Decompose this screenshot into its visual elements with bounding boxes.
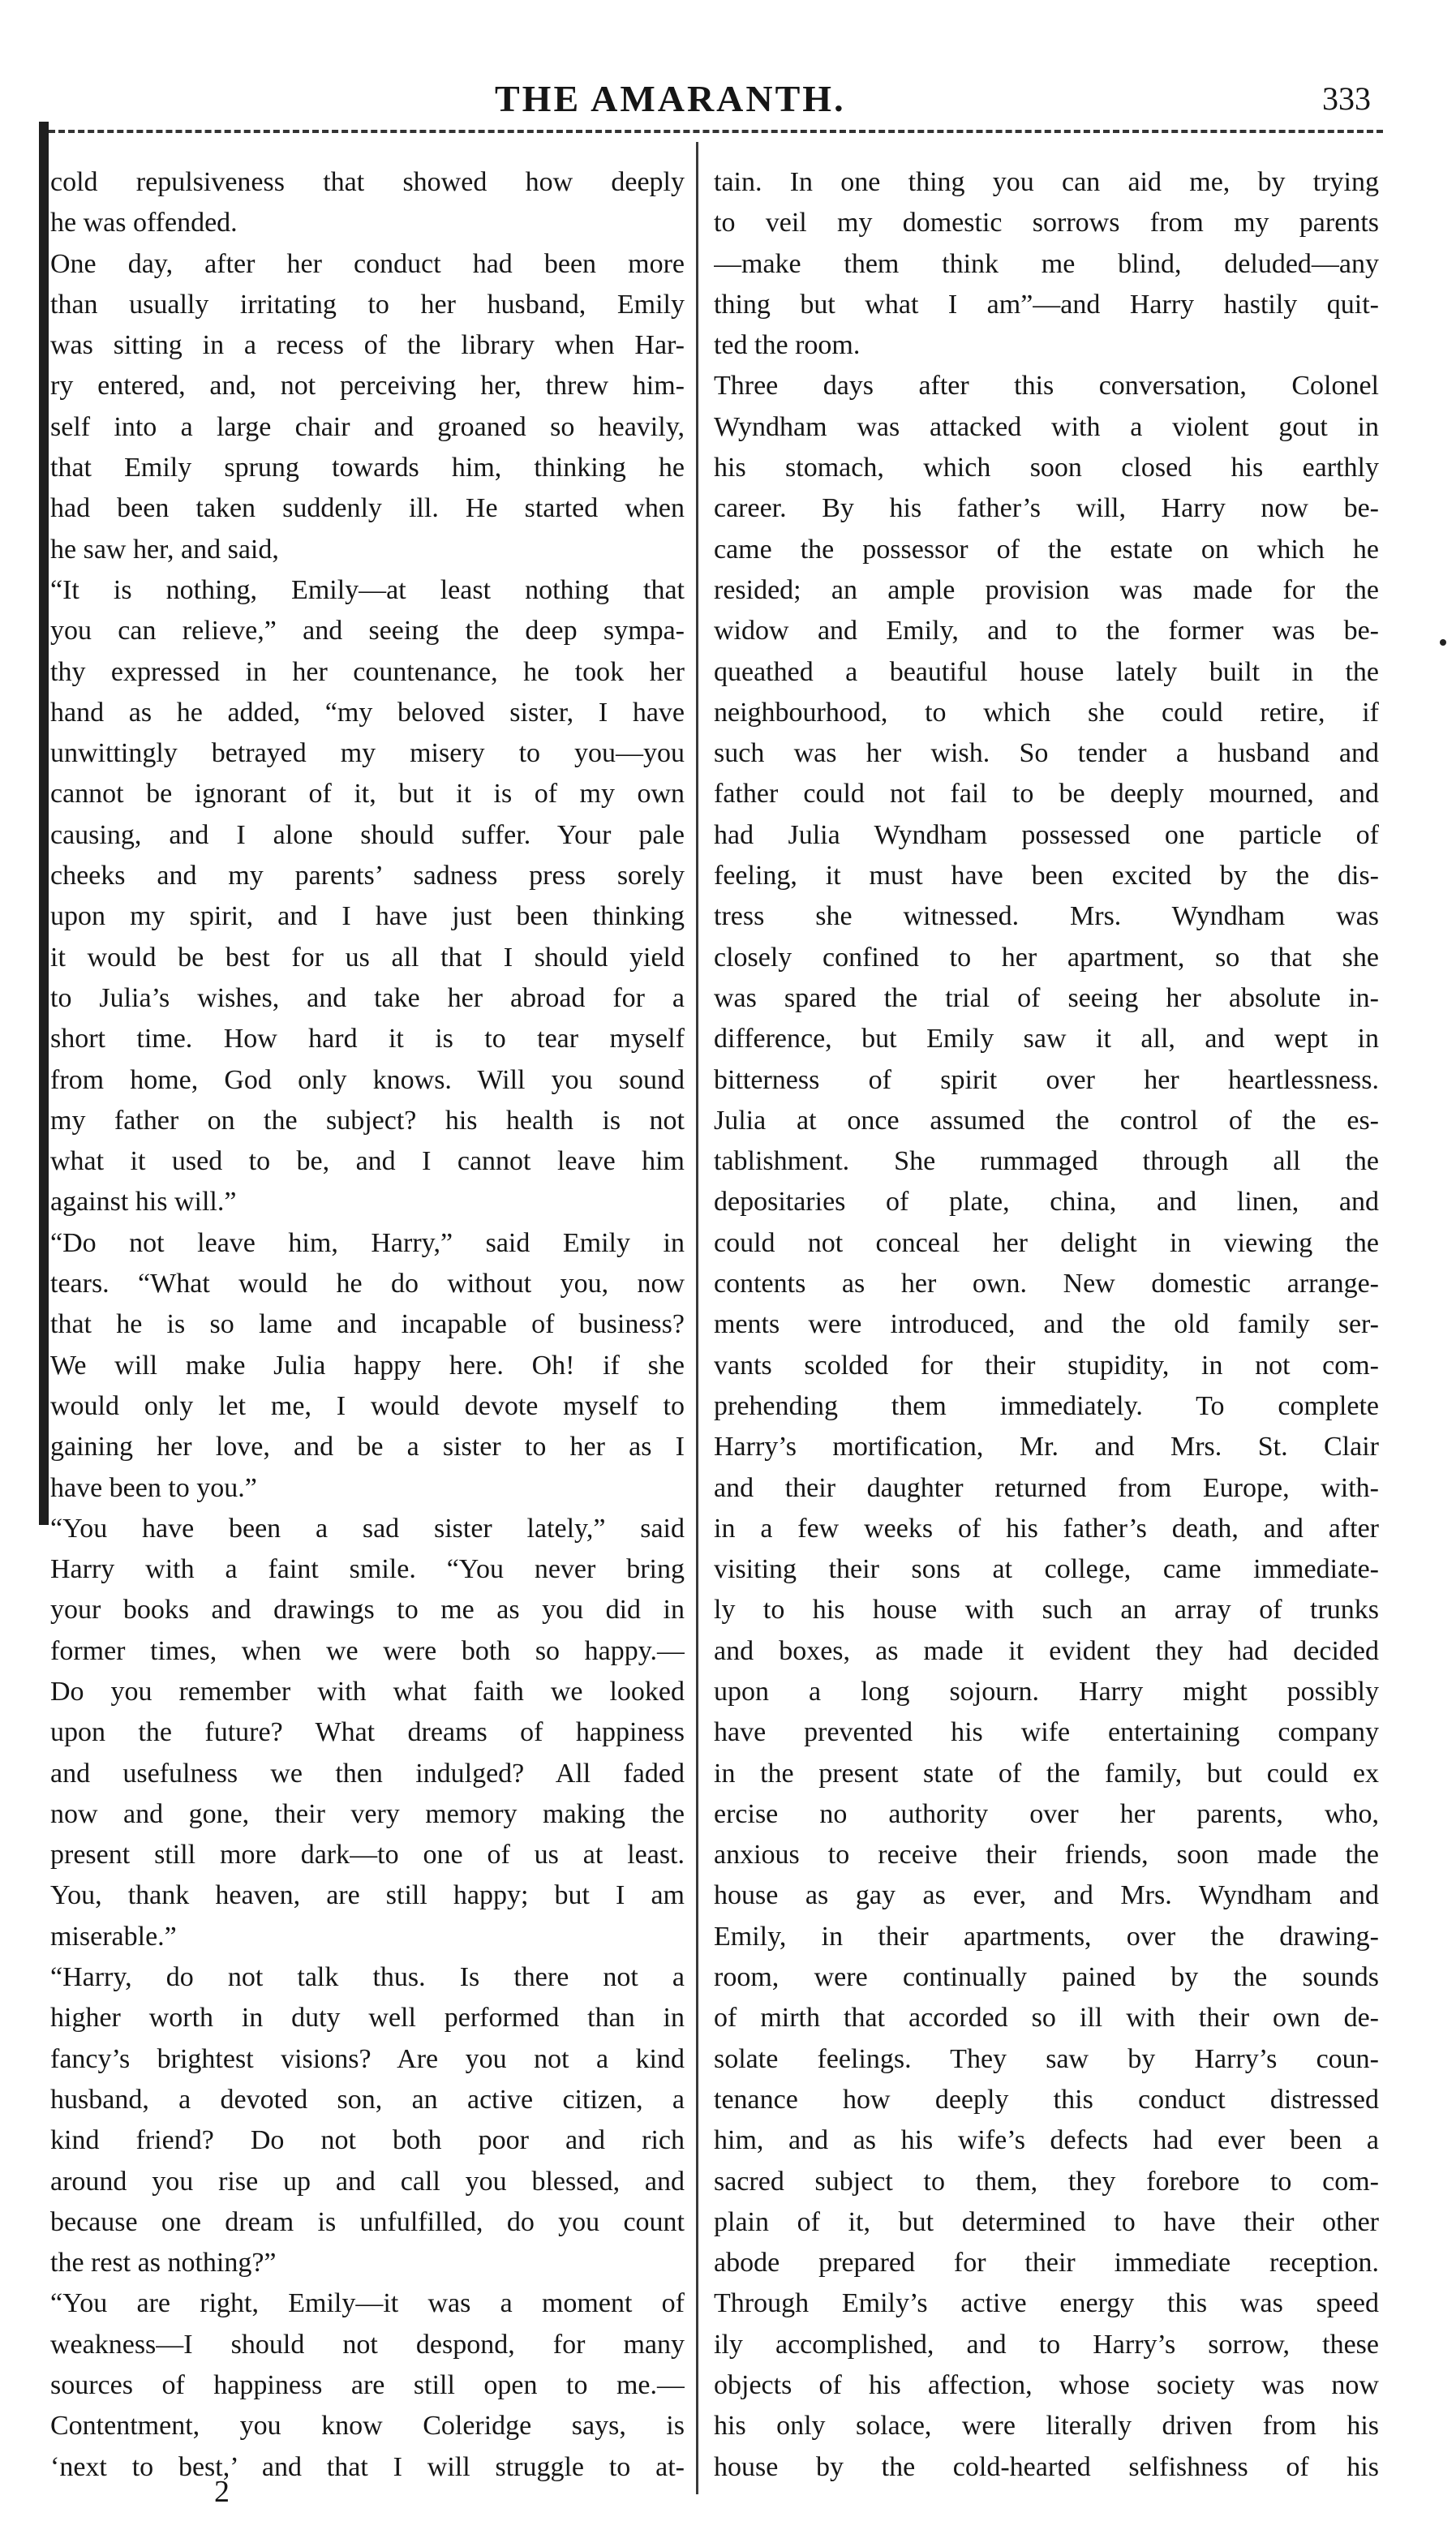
left-column-line: “You have been a sad sister lately,” said <box>50 1513 685 1544</box>
right-column-line: queathed a beautiful house lately built in the <box>714 656 1379 687</box>
page-header <box>0 0 1456 130</box>
right-column-line: abode prepared for their immediate reception. <box>714 2248 1379 2279</box>
left-column-line: short time. How hard it is to tear myself <box>50 1024 685 1054</box>
right-column-line: of mirth that accorded so ill with their own de- <box>714 2003 1379 2034</box>
right-column-line: vants scolded for their stupidity, in not com- <box>714 1350 1379 1381</box>
left-column-line: it would be best for us all that I should yield <box>50 942 685 973</box>
right-column-line: difference, but Emily saw it all, and wept in <box>714 1024 1379 1054</box>
right-column-line: Emily, in their apartments, over the drawing- <box>714 1921 1379 1952</box>
margin-speck <box>1440 639 1446 646</box>
left-column-line: against his will.” <box>50 1187 237 1218</box>
right-column-line: ments were introduced, and the old family ser- <box>714 1309 1379 1340</box>
left-column-line: “You are right, Emily—it was a moment of <box>50 2288 685 2319</box>
header-rule <box>49 130 1383 133</box>
left-column-line: ‘next to best,’ and that I will struggle to at- <box>50 2451 685 2482</box>
left-column-line: higher worth in duty well performed than in <box>50 2003 685 2034</box>
left-column-line: was sitting in a recess of the library when Har- <box>50 330 685 361</box>
left-column-line: than usually irritating to her husband, Emily <box>50 289 685 320</box>
right-column-line: house by the cold-hearted selfishness of his <box>714 2451 1379 2482</box>
right-column-line: —make them think me blind, deluded—any <box>714 248 1379 279</box>
left-column-line: you can relieve,” and seeing the deep sympa- <box>50 616 685 646</box>
left-column-line: self into a large chair and groaned so heavily, <box>50 411 685 442</box>
right-column-line: career. By his father’s will, Harry now be- <box>714 493 1379 524</box>
right-column-line: depositaries of plate, china, and linen, and <box>714 1187 1379 1218</box>
left-column <box>50 162 685 2488</box>
left-column-line: and usefulness we then indulged? All faded <box>50 1758 685 1789</box>
right-column-line: Julia at once assumed the control of the es- <box>714 1105 1379 1136</box>
left-column-line: that Emily sprung towards him, thinking he <box>50 453 685 483</box>
left-column-line: he was offended. <box>50 208 238 238</box>
right-column-line: and their daughter returned from Europe, with- <box>714 1472 1379 1503</box>
left-column-line: Do you remember with what faith we looked <box>50 1676 685 1707</box>
left-column-line: sources of happiness are still open to me.— <box>50 2370 685 2401</box>
left-column-line: what it used to be, and I cannot leave him <box>50 1146 685 1177</box>
right-column-line: anxious to receive their friends, soon made the <box>714 1840 1379 1871</box>
left-column-line: upon the future? What dreams of happiness <box>50 1717 685 1748</box>
left-column-line: miserable.” <box>50 1921 177 1952</box>
left-column-line: present still more dark—to one of us at least. <box>50 1840 685 1871</box>
left-column-line: weakness—I should not despond, for many <box>50 2329 685 2360</box>
left-column-line: husband, a devoted son, an active citizen, a <box>50 2084 685 2115</box>
left-column-line: fancy’s brightest visions? Are you not a kind <box>50 2043 685 2074</box>
right-column-line: sacred subject to them, they forebore to com- <box>714 2166 1379 2197</box>
left-column-line: from home, God only knows. Will you sound <box>50 1064 685 1095</box>
left-column-line: have been to you.” <box>50 1472 257 1503</box>
signature-mark: 2 <box>214 2475 230 2509</box>
left-column-line: cannot be ignorant of it, but it is of my own <box>50 779 685 810</box>
binding-edge-bar <box>39 122 49 1525</box>
left-column-line: gaining her love, and be a sister to her as I <box>50 1432 685 1462</box>
left-column-line: now and gone, their very memory making the <box>50 1798 685 1829</box>
left-column-line: “Do not leave him, Harry,” said Emily in <box>50 1227 685 1258</box>
right-column-line: ted the room. <box>714 330 861 361</box>
right-column-line: prehending them immediately. To complete <box>714 1390 1379 1421</box>
left-column-line: “It is nothing, Emily—at least nothing that <box>50 574 685 605</box>
right-column-line: was spared the trial of seeing her absolute in- <box>714 982 1379 1013</box>
right-column-line: tress she witnessed. Mrs. Wyndham was <box>714 901 1379 932</box>
left-column-line: that he is so lame and incapable of business? <box>50 1309 685 1340</box>
left-column-line: to Julia’s wishes, and take her abroad for a <box>50 982 685 1013</box>
right-column-line: could not conceal her delight in viewing the <box>714 1227 1379 1258</box>
left-column-line: You, thank heaven, are still happy; but I am <box>50 1880 685 1911</box>
left-column-line: tears. “What would he do without you, now <box>50 1269 685 1299</box>
right-column-line: ercise no authority over her parents, who, <box>714 1798 1379 1829</box>
right-column-line: and boxes, as made it evident they had decided <box>714 1635 1379 1666</box>
right-column-line: father could not fail to be deeply mourned, and <box>714 779 1379 810</box>
left-column-line: former times, when we were both so happy.— <box>50 1635 685 1666</box>
right-column-line: solate feelings. They saw by Harry’s coun- <box>714 2043 1379 2074</box>
right-column-line: in the present state of the family, but could ex <box>714 1758 1379 1789</box>
right-column-line: tenance how deeply this conduct distressed <box>714 2084 1379 2115</box>
right-column-line: upon a long sojourn. Harry might possibly <box>714 1676 1379 1707</box>
column-divider <box>696 142 698 2494</box>
right-column-line: feeling, it must have been excited by the dis- <box>714 861 1379 891</box>
right-column-line: tain. In one thing you can aid me, by trying <box>714 167 1379 197</box>
right-column-line: Three days after this conversation, Colonel <box>714 371 1379 402</box>
left-column-line: We will make Julia happy here. Oh! if she <box>50 1350 685 1381</box>
right-column-line: such was her wish. So tender a husband and <box>714 738 1379 769</box>
left-column-line: Contentment, you know Coleridge says, is <box>50 2411 685 2442</box>
left-column-line: cold repulsiveness that showed how deeply <box>50 167 685 197</box>
left-column-line: Harry with a faint smile. “You never bring <box>50 1554 685 1585</box>
right-column-line: to veil my domestic sorrows from my parents <box>714 208 1379 238</box>
left-column-line: causing, and I alone should suffer. Your pale <box>50 819 685 850</box>
right-column-line: Wyndham was attacked with a violent gout in <box>714 411 1379 442</box>
left-column-line: because one dream is unfulfilled, do you count <box>50 2206 685 2237</box>
right-column-line: widow and Emily, and to the former was be- <box>714 616 1379 646</box>
running-title: THE AMARANTH. <box>495 78 846 119</box>
right-column-line: ily accomplished, and to Harry’s sorrow, these <box>714 2329 1379 2360</box>
page-number: 333 <box>1322 80 1371 117</box>
right-column-line: room, were continually pained by the sounds <box>714 1962 1379 1993</box>
right-column-line: his only solace, were literally driven from his <box>714 2411 1379 2442</box>
right-column-line: contents as her own. New domestic arrange- <box>714 1269 1379 1299</box>
right-column-line: closely confined to her apartment, so that she <box>714 942 1379 973</box>
left-column-line: ry entered, and, not perceiving her, threw him- <box>50 371 685 402</box>
left-column-line: One day, after her conduct had been more <box>50 248 685 279</box>
left-column-line: “Harry, do not talk thus. Is there not a <box>50 1962 685 1993</box>
left-column-line: had been taken suddenly ill. He started when <box>50 493 685 524</box>
right-column-line: plain of it, but determined to have their other <box>714 2206 1379 2237</box>
right-column-line: him, and as his wife’s defects had ever been a <box>714 2125 1379 2156</box>
left-column-line: unwittingly betrayed my misery to you—you <box>50 738 685 769</box>
right-column-line: came the possessor of the estate on which he <box>714 534 1379 565</box>
left-column-line: my father on the subject? his health is not <box>50 1105 685 1136</box>
left-column-line: the rest as nothing?” <box>50 2248 277 2279</box>
left-column-line: hand as he added, “my beloved sister, I have <box>50 697 685 728</box>
right-column-line: his stomach, which soon closed his earthly <box>714 453 1379 483</box>
left-column-line: thy expressed in her countenance, he took her <box>50 656 685 687</box>
left-column-line: cheeks and my parents’ sadness press sorely <box>50 861 685 891</box>
right-column-line: Through Emily’s active energy this was speed <box>714 2288 1379 2319</box>
right-column-line: neighbourhood, to which she could retire, if <box>714 697 1379 728</box>
right-column-line: objects of his affection, whose society was now <box>714 2370 1379 2401</box>
right-column-line: have prevented his wife entertaining company <box>714 1717 1379 1748</box>
right-column-line: tablishment. She rummaged through all the <box>714 1146 1379 1177</box>
left-column-line: would only let me, I would devote myself to <box>50 1390 685 1421</box>
right-column-line: Harry’s mortification, Mr. and Mrs. St. Clair <box>714 1432 1379 1462</box>
right-column-line: ly to his house with such an array of trunks <box>714 1595 1379 1626</box>
left-column-line: around you rise up and call you blessed, and <box>50 2166 685 2197</box>
right-column-line: visiting their sons at college, came immediate- <box>714 1554 1379 1585</box>
right-column-line: bitterness of spirit over her heartlessness. <box>714 1064 1379 1095</box>
left-column-line: your books and drawings to me as you did in <box>50 1595 685 1626</box>
right-column-line: resided; an ample provision was made for the <box>714 574 1379 605</box>
left-column-line: kind friend? Do not both poor and rich <box>50 2125 685 2156</box>
right-column <box>714 162 1379 2488</box>
right-column-line: thing but what I am”—and Harry hastily quit- <box>714 289 1379 320</box>
right-column-line: had Julia Wyndham possessed one particle of <box>714 819 1379 850</box>
left-column-line: he saw her, and said, <box>50 534 279 565</box>
right-column-line: house as gay as ever, and Mrs. Wyndham and <box>714 1880 1379 1911</box>
left-column-line: upon my spirit, and I have just been thinking <box>50 901 685 932</box>
right-column-line: in a few weeks of his father’s death, and after <box>714 1513 1379 1544</box>
